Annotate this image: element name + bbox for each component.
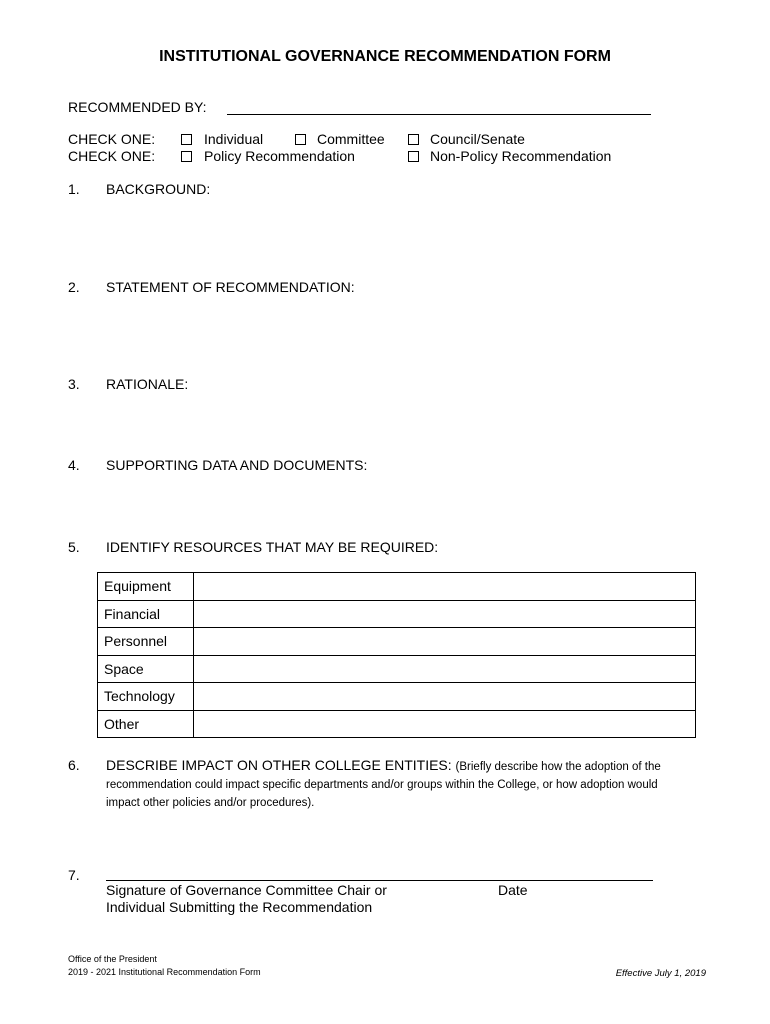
resource-input-personnel[interactable] xyxy=(194,628,696,656)
signature-label-line2: Individual Submitting the Recommendation xyxy=(106,899,373,915)
table-row xyxy=(98,573,696,601)
council-senate-checkbox[interactable] xyxy=(408,134,419,145)
background-heading: BACKGROUND: xyxy=(106,181,211,197)
rationale-heading: RATIONALE: xyxy=(106,376,189,392)
signature-number: 7. xyxy=(68,867,80,883)
policy-recommendation-checkbox[interactable] xyxy=(181,151,192,162)
individual-option-label: Individual xyxy=(204,131,264,147)
resource-input-technology[interactable] xyxy=(194,683,696,711)
resource-label: Space xyxy=(98,655,194,683)
recommended-by-label: RECOMMENDED BY: xyxy=(68,99,207,115)
date-label: Date xyxy=(498,882,528,898)
check-one-label: CHECK ONE: xyxy=(68,148,156,164)
committee-checkbox[interactable] xyxy=(295,134,306,145)
supporting-data-heading: SUPPORTING DATA AND DOCUMENTS: xyxy=(106,457,368,473)
recommended-by-field[interactable] xyxy=(227,114,651,115)
resource-label: Technology xyxy=(98,683,194,711)
resource-input-space[interactable] xyxy=(194,655,696,683)
resource-input-equipment[interactable] xyxy=(194,573,696,601)
resource-label: Equipment xyxy=(98,573,194,601)
non-policy-recommendation-option-label: Non-Policy Recommendation xyxy=(430,148,612,164)
resources-heading: IDENTIFY RESOURCES THAT MAY BE REQUIRED: xyxy=(106,539,439,555)
individual-checkbox[interactable] xyxy=(181,134,192,145)
footer-form-name: 2019 - 2021 Institutional Recommendation Form xyxy=(68,967,261,977)
table-row xyxy=(98,628,696,656)
resource-input-financial[interactable] xyxy=(194,600,696,628)
resource-label: Other xyxy=(98,710,194,738)
committee-option-label: Committee xyxy=(317,131,385,147)
resource-input-other[interactable] xyxy=(194,710,696,738)
check-one-label: CHECK ONE: xyxy=(68,131,156,147)
signature-label: Signature of Governance Committee Chair or xyxy=(106,882,387,898)
section-number: 5. xyxy=(68,539,80,555)
impact-heading: DESCRIBE IMPACT ON OTHER COLLEGE ENTITIES: xyxy=(106,757,452,773)
policy-recommendation-option-label: Policy Recommendation xyxy=(204,148,355,164)
resource-label: Financial xyxy=(98,600,194,628)
table-row xyxy=(98,655,696,683)
footer-office: Office of the President xyxy=(68,954,157,964)
table-row xyxy=(98,710,696,738)
impact-section xyxy=(106,757,691,811)
statement-of-recommendation-heading: STATEMENT OF RECOMMENDATION: xyxy=(106,279,355,295)
section-number: 1. xyxy=(68,181,80,197)
table-row xyxy=(98,600,696,628)
section-number: 6. xyxy=(68,757,80,773)
resources-table xyxy=(97,572,696,738)
impact-note: (Briefly describe how the adoption of the recommendation could impact specific departments and/or groups within the College, or how adoption would impact other policies and/or procedures). xyxy=(106,761,661,809)
form-title: INSTITUTIONAL GOVERNANCE RECOMMENDATION FORM xyxy=(159,48,611,65)
section-number: 3. xyxy=(68,376,80,392)
signature-line[interactable] xyxy=(106,880,653,881)
table-row xyxy=(98,683,696,711)
effective-date: Effective July 1, 2019 xyxy=(615,968,706,979)
section-number: 4. xyxy=(68,457,80,473)
section-number: 2. xyxy=(68,279,80,295)
resource-label: Personnel xyxy=(98,628,194,656)
council-senate-option-label: Council/Senate xyxy=(430,131,525,147)
non-policy-recommendation-checkbox[interactable] xyxy=(408,151,419,162)
